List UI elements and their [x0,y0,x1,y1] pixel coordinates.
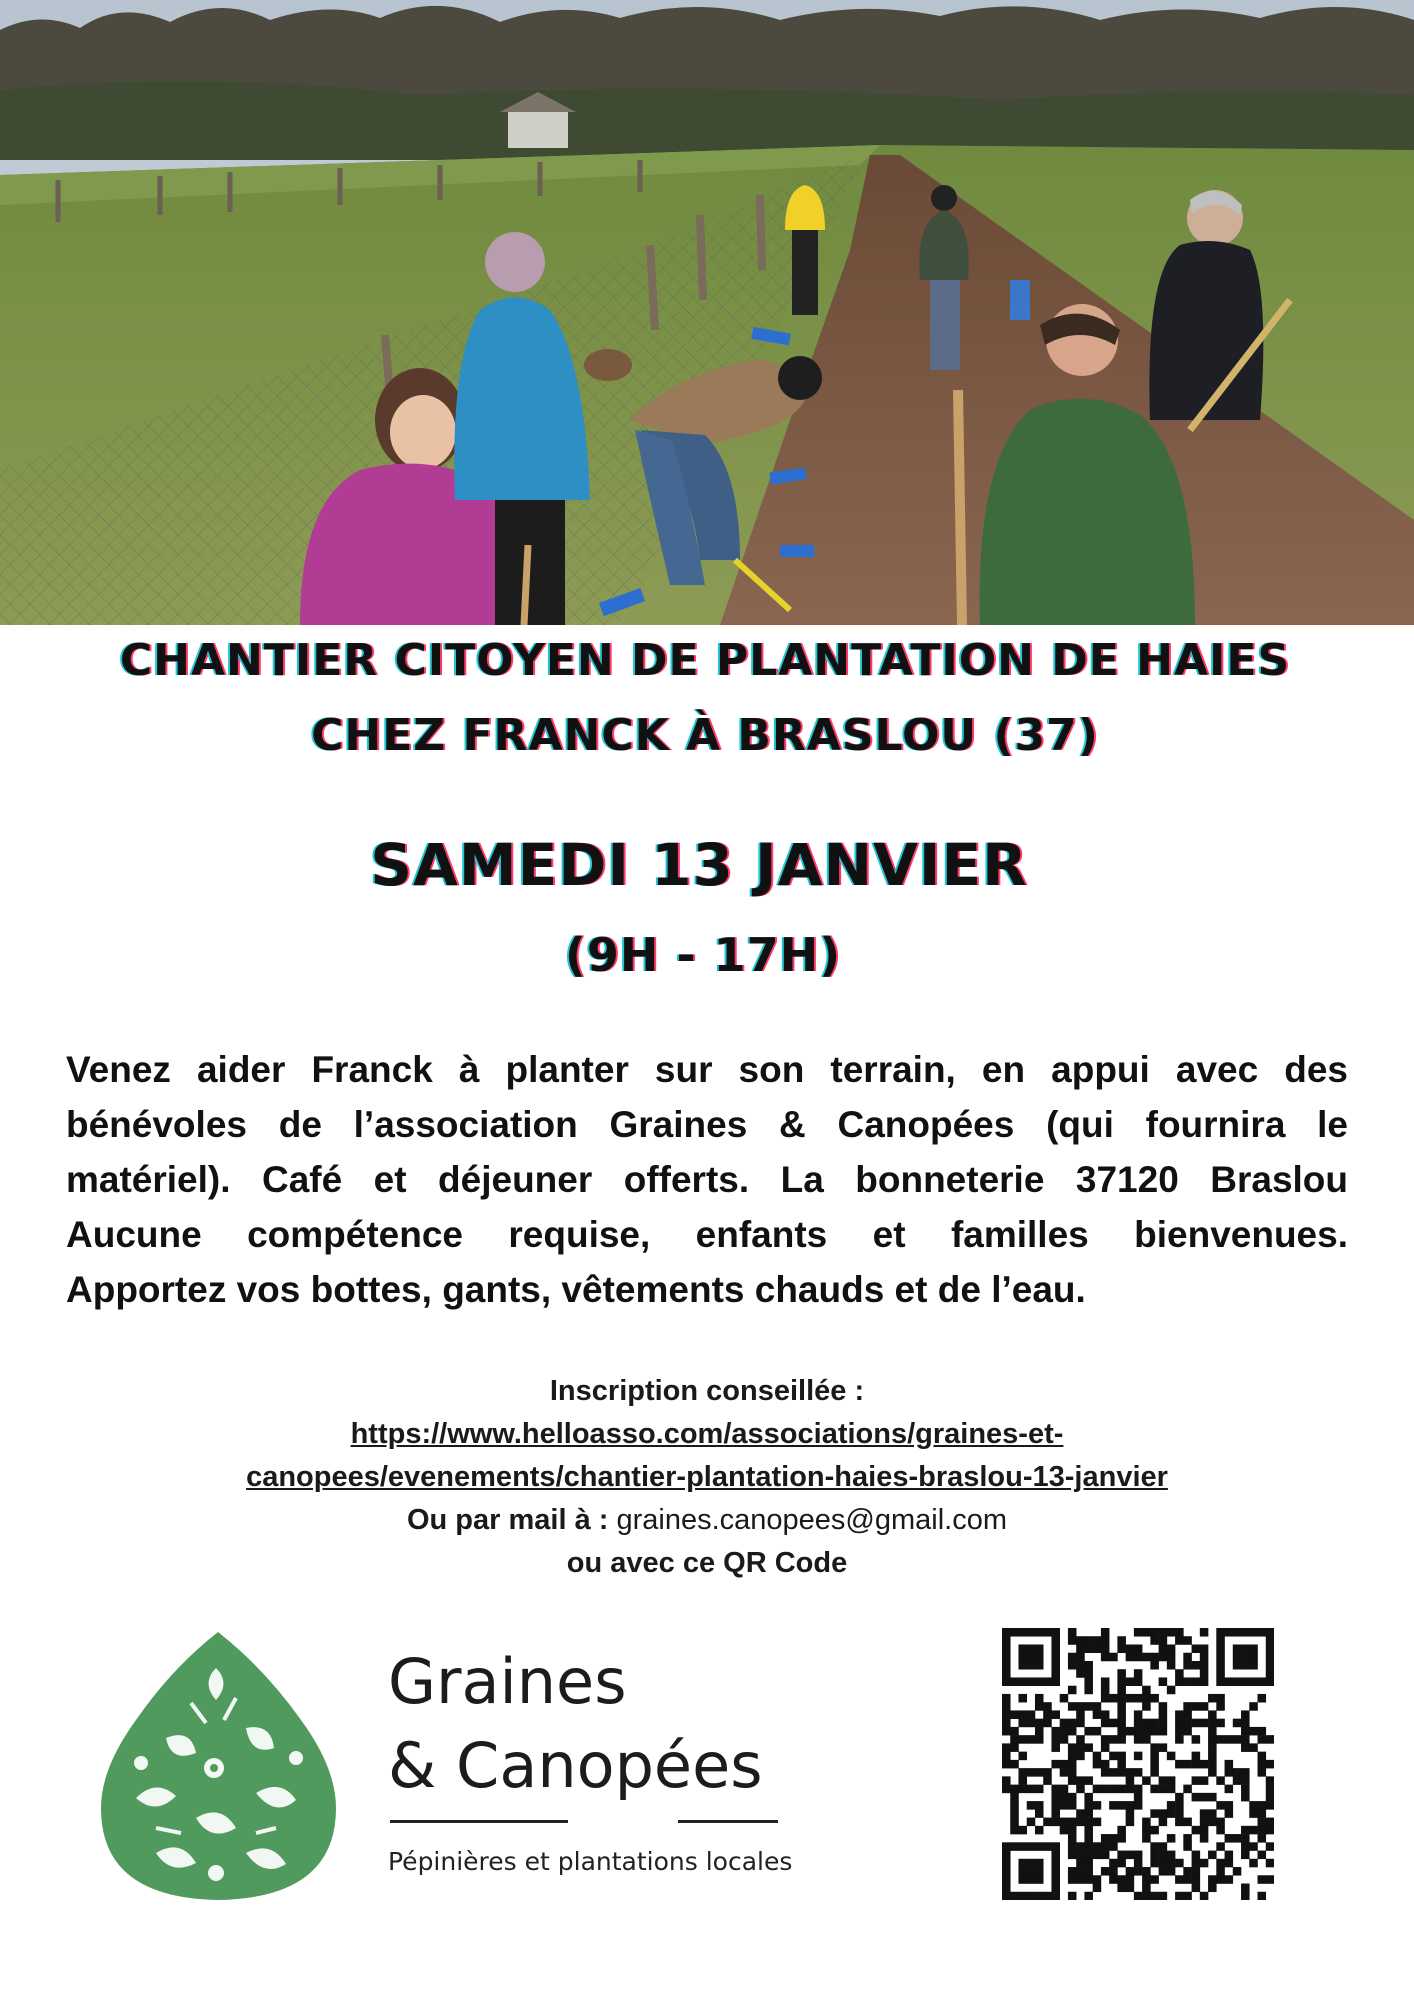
qr-code-icon[interactable] [1002,1628,1274,1900]
event-description [66,1042,1348,1317]
description-line: Apportez vos bottes, gants, vêtements chauds et de l’eau. [66,1269,1086,1310]
description-line: Aucune compétence requise, enfants et familles bienvenues. [66,1214,1348,1255]
description-line: matériel). Café et déjeuner offerts. La bonneterie 37120 Braslou [66,1159,1348,1200]
description-line: bénévoles de l’association Graines & Canopées (qui fournira le [66,1104,1348,1145]
event-photo [0,0,1414,625]
mail-label: Ou par mail à : [406,1504,609,1536]
registration-link-line-1[interactable]: https://www.helloasso.com/associations/graines-et- [350,1418,1064,1450]
event-time: (9H - 17H) [564,928,842,982]
registration-block [0,1370,1414,1585]
brand-name-line-1: Graines [388,1645,627,1718]
description-line: Venez aider Franck à planter sur son terrain, en appui avec des [66,1049,1348,1090]
event-date: SAMEDI 13 JANVIER [370,831,1028,899]
registration-heading: Inscription conseillée : [549,1375,865,1407]
brand-divider-right [678,1820,778,1823]
brand-divider-left [390,1820,568,1823]
registration-link-line-2[interactable]: canopees/evenements/chantier-plantation-haies-braslou-13-janvier [246,1461,1168,1493]
headline-line-1: CHANTIER CITOYEN DE PLANTATION DE HAIES [119,635,1291,686]
mail-address[interactable]: graines.canopees@gmail.com [616,1504,1008,1536]
headline-line-2: CHEZ FRANCK À BRASLOU (37) [311,710,1099,761]
brand-block [388,1640,808,1876]
qr-label: ou avec ce QR Code [566,1547,848,1579]
brand-name-line-2: & Canopées [388,1729,763,1802]
leaf-drop-logo-icon [96,1628,341,1903]
brand-tagline: Pépinières et plantations locales [388,1847,793,1876]
